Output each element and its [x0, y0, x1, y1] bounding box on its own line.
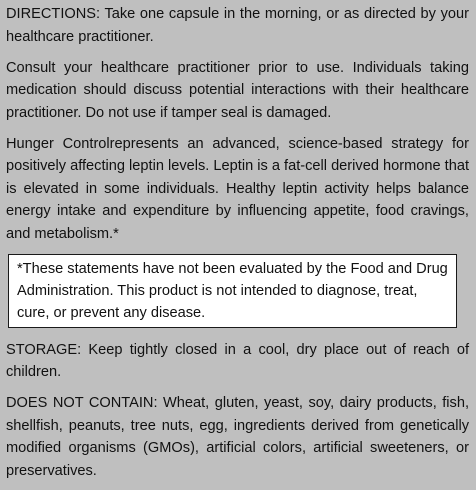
directions-text: DIRECTIONS: Take one capsule in the morning, or as directed by your healthcare practitioner. — [6, 6, 469, 45]
does-not-contain-section — [6, 392, 469, 482]
fda-disclaimer-box — [8, 254, 457, 328]
storage-section — [6, 339, 469, 384]
caution-text: Consult your healthcare practitioner prior to use. Individuals taking medication should discuss potential interactions with their healthcare practitioner. Do not use if tamper seal is damaged. — [6, 59, 469, 121]
storage-text: STORAGE: Keep tightly closed in a cool, dry place out of reach of children. — [6, 341, 469, 380]
caution-section — [6, 57, 469, 125]
description-section — [6, 133, 469, 246]
does-not-contain-text: DOES NOT CONTAIN: Wheat, gluten, yeast, soy, dairy products, fish, shellfish, peanuts, tree nuts, egg, ingredients derived from genetically modified organisms (GMOs), artificial colors, artificial sweeteners, or preservatives. — [6, 395, 469, 479]
disclaimer-text: *These statements have not been evaluated by the Food and Drug Administration. This product is not intended to diagnose, treat, cure, or prevent any disease. — [17, 260, 448, 321]
description-text: Hunger Controlrepresents an advanced, science-based strategy for positively affecting leptin levels. Leptin is a fat-cell derived hormone that is elevated in some individuals. Healthy leptin activity helps balance energy intake and expenditure by influencing appetite, food cravings, and metabolism.* — [6, 135, 469, 242]
directions-section — [6, 3, 469, 48]
